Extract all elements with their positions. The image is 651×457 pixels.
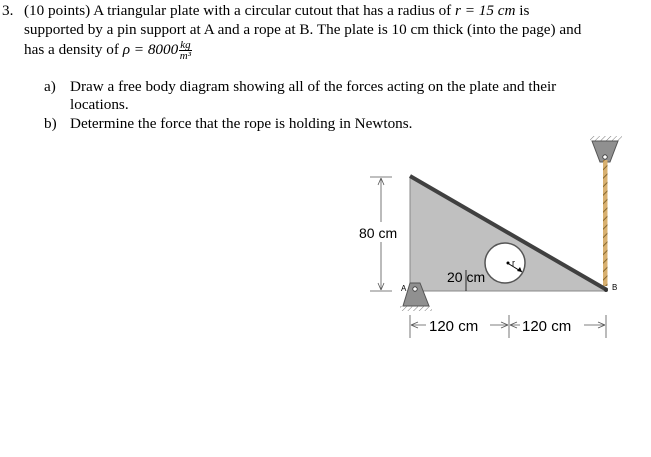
height-label: 80 cm (359, 225, 398, 241)
problem-line-3-text: has a density of (24, 40, 123, 58)
ceiling-hatch (590, 136, 622, 141)
radius-label: r (512, 258, 515, 268)
problem-number: 3. (2, 2, 14, 19)
density-unit-numerator: kg (180, 39, 191, 51)
density-unit-denominator: m³ (179, 50, 192, 62)
circular-cutout (485, 243, 525, 283)
part-a-text-line-2: locations. (70, 96, 129, 113)
part-a-label: a) (44, 78, 56, 95)
point-a-label: A (401, 284, 407, 293)
hole-offset-label: 20 cm (447, 269, 486, 285)
problem-line-1-text: (10 points) A triangular plate with a circular cutout that has a radius of (24, 2, 456, 19)
part-b-text: Determine the force that the rope is holding in Newtons. (70, 115, 413, 132)
point-b-marker (604, 288, 608, 292)
problem-line-2: supported by a pin support at A and a rope at B. The plate is 10 cm thick (into the page) and (24, 21, 582, 38)
problem-line-1-end: is (515, 2, 530, 19)
point-b-label: B (612, 283, 618, 292)
density-equation: ρ = 8000 (122, 40, 179, 58)
part-a-text-line-1: Draw a free body diagram showing all of the forces acting on the plate and their (70, 78, 557, 95)
pin-support-pin (413, 287, 417, 291)
span-left-label: 120 cm (429, 318, 479, 335)
part-b-label: b) (44, 115, 57, 132)
rope (603, 160, 608, 286)
radius-equation: r = 15 cm (455, 2, 516, 19)
cutout-center (507, 262, 510, 265)
ground-hatch (400, 306, 432, 311)
rope-bracket-pin (603, 155, 607, 159)
span-right-label: 120 cm (522, 318, 572, 335)
